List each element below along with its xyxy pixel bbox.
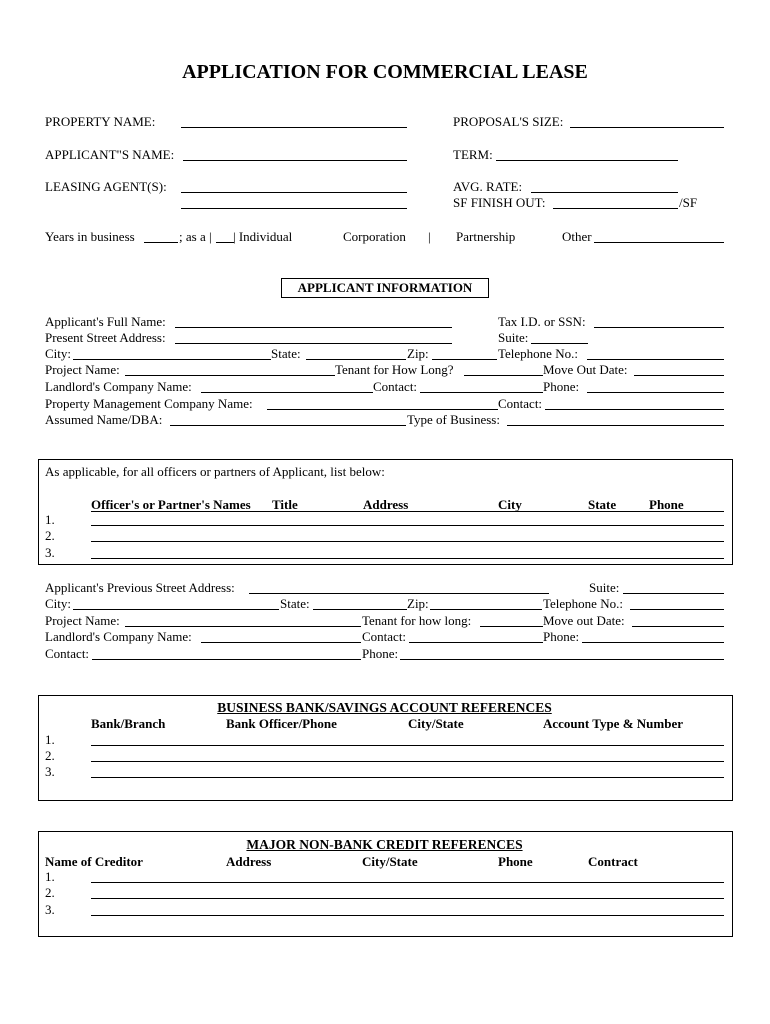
- officers-col-address: Address: [363, 497, 409, 512]
- credit-heading: MAJOR NON-BANK CREDIT REFERENCES: [246, 837, 523, 852]
- credit-row-field[interactable]: [91, 882, 724, 883]
- officers-row-field[interactable]: [91, 525, 724, 526]
- prev-suite-label: Suite:: [589, 580, 620, 595]
- project-name-label: Project Name:: [45, 362, 120, 377]
- credit-row-field[interactable]: [91, 898, 724, 899]
- other-field[interactable]: [594, 242, 724, 243]
- type-business-field[interactable]: [507, 425, 724, 426]
- bank-row-num: 1.: [45, 732, 55, 747]
- move-out-label: Move Out Date:: [543, 362, 628, 377]
- prev-state-label: State:: [280, 596, 310, 611]
- officers-col-city: City: [498, 497, 522, 512]
- prev-address-label: Applicant's Previous Street Address:: [45, 580, 235, 595]
- tax-id-label: Tax I.D. or SSN:: [498, 314, 586, 329]
- property-name-field[interactable]: [181, 127, 407, 128]
- sf-suffix: /SF: [679, 195, 698, 210]
- city-label: City:: [45, 346, 72, 361]
- officers-row-field[interactable]: [91, 558, 724, 559]
- prev-zip-field[interactable]: [430, 609, 542, 610]
- tenant-how-long-label: Tenant for How Long?: [335, 362, 454, 377]
- prev-phone2-label: Phone:: [362, 646, 399, 661]
- bank-col-account: Account Type & Number: [543, 716, 683, 731]
- officers-col-state: State: [588, 497, 617, 512]
- prev-phone2-field[interactable]: [400, 659, 724, 660]
- years-in-business-field[interactable]: [144, 242, 178, 243]
- bank-heading: BUSINESS BANK/SAVINGS ACCOUNT REFERENCES: [217, 700, 552, 715]
- phone-field[interactable]: [587, 392, 724, 393]
- landlord-company-field[interactable]: [201, 392, 373, 393]
- partnership-label: Partnership: [456, 229, 516, 244]
- credit-col-citystate: City/State: [362, 854, 418, 869]
- officers-intro: As applicable, for all officers or partners of Applicant, list below:: [45, 464, 385, 479]
- prop-mgmt-contact-field[interactable]: [545, 409, 724, 410]
- telephone-field[interactable]: [587, 359, 724, 360]
- proposal-size-label: PROPOSAL'S SIZE:: [453, 114, 564, 129]
- applicant-name-field[interactable]: [183, 160, 407, 161]
- other-label: Other: [562, 229, 592, 244]
- zip-label: Zip:: [407, 346, 429, 361]
- present-address-field[interactable]: [175, 343, 452, 344]
- prev-move-out-field[interactable]: [632, 626, 724, 627]
- suite-label: Suite:: [498, 330, 529, 345]
- full-name-field[interactable]: [175, 327, 452, 328]
- telephone-label: Telephone No.:: [498, 346, 578, 361]
- officers-row-num: 1.: [45, 512, 55, 527]
- officers-row-num: 3.: [45, 545, 55, 560]
- prev-contact-label: Contact:: [362, 629, 407, 644]
- avg-rate-field[interactable]: [531, 192, 678, 193]
- credit-col-phone: Phone: [498, 854, 533, 869]
- bank-row-num: 3.: [45, 764, 55, 779]
- officers-row-field[interactable]: [91, 541, 724, 542]
- term-label: TERM:: [453, 147, 493, 162]
- leasing-agent-field-1[interactable]: [181, 192, 407, 193]
- state-label: State:: [271, 346, 301, 361]
- property-name-label: PROPERTY NAME:: [45, 114, 156, 129]
- prev-city-field[interactable]: [73, 609, 279, 610]
- proposal-size-field[interactable]: [570, 127, 724, 128]
- sf-finish-out-field[interactable]: [553, 208, 678, 209]
- prop-mgmt-field[interactable]: [267, 409, 498, 410]
- full-name-label: Applicant's Full Name:: [45, 314, 166, 329]
- prev-move-out-label: Move out Date:: [543, 613, 625, 628]
- page-title: APPLICATION FOR COMMERCIAL LEASE: [182, 61, 588, 83]
- credit-row-field[interactable]: [91, 915, 724, 916]
- prev-tenant-field[interactable]: [480, 626, 543, 627]
- corporation-checkbox[interactable]: |: [428, 229, 431, 244]
- move-out-field[interactable]: [634, 375, 724, 376]
- years-in-business-label: Years in business: [45, 229, 135, 244]
- credit-col-name: Name of Creditor: [45, 854, 143, 869]
- officers-row-num: 2.: [45, 528, 55, 543]
- contact-field[interactable]: [420, 392, 543, 393]
- contact-label: Contact:: [373, 379, 418, 394]
- bank-row-field[interactable]: [91, 761, 724, 762]
- project-name-field[interactable]: [125, 375, 335, 376]
- prev-tenant-label: Tenant for how long:: [362, 613, 472, 628]
- credit-row-num: 3.: [45, 902, 55, 917]
- term-field[interactable]: [496, 160, 678, 161]
- bank-col-officer: Bank Officer/Phone: [226, 716, 337, 731]
- prev-project-label: Project Name:: [45, 613, 120, 628]
- prev-contact2-field[interactable]: [92, 659, 361, 660]
- corporation-label: Corporation: [343, 229, 406, 244]
- officers-col-names: Officer's or Partner's Names: [91, 497, 251, 512]
- zip-field[interactable]: [432, 359, 497, 360]
- credit-col-contract: Contract: [588, 854, 638, 869]
- sf-finish-out-label: SF FINISH OUT:: [453, 195, 546, 210]
- prev-project-field[interactable]: [125, 626, 361, 627]
- leasing-agent-field-2[interactable]: [181, 208, 407, 209]
- assumed-name-label: Assumed Name/DBA:: [45, 412, 163, 427]
- prev-contact-field[interactable]: [409, 642, 543, 643]
- prev-telephone-field[interactable]: [630, 609, 724, 610]
- bank-row-num: 2.: [45, 748, 55, 763]
- as-a-label: ; as a |: [179, 229, 212, 244]
- prev-landlord-label: Landlord's Company Name:: [45, 629, 192, 644]
- phone-label: Phone:: [543, 379, 580, 394]
- credit-row-num: 1.: [45, 869, 55, 884]
- prev-suite-field[interactable]: [623, 593, 724, 594]
- applicant-name-label: APPLICANT"S NAME:: [45, 147, 175, 162]
- prev-phone-field[interactable]: [582, 642, 724, 643]
- credit-row-num: 2.: [45, 885, 55, 900]
- bank-row-field[interactable]: [91, 777, 724, 778]
- city-field[interactable]: [73, 359, 271, 360]
- prev-city-label: City:: [45, 596, 72, 611]
- individual-label: | Individual: [233, 229, 293, 244]
- prev-zip-label: Zip:: [407, 596, 429, 611]
- officers-col-phone: Phone: [649, 497, 684, 512]
- tax-id-field[interactable]: [594, 327, 724, 328]
- assumed-name-field[interactable]: [170, 425, 406, 426]
- prev-contact2-label: Contact:: [45, 646, 90, 661]
- officers-col-title: Title: [272, 497, 298, 512]
- bank-col-citystate: City/State: [408, 716, 464, 731]
- officers-header-rule: [91, 511, 724, 512]
- suite-field[interactable]: [531, 343, 588, 344]
- type-business-label: Type of Business:: [407, 412, 500, 427]
- applicant-info-heading: APPLICANT INFORMATION: [281, 278, 489, 298]
- credit-col-address: Address: [226, 854, 272, 869]
- individual-checkbox[interactable]: [216, 242, 234, 243]
- prev-phone-label: Phone:: [543, 629, 580, 644]
- avg-rate-label: AVG. RATE:: [453, 179, 523, 194]
- present-address-label: Present Street Address:: [45, 330, 166, 345]
- prev-state-field[interactable]: [313, 609, 407, 610]
- state-field[interactable]: [306, 359, 406, 360]
- tenant-how-long-field[interactable]: [464, 375, 543, 376]
- prop-mgmt-contact-label: Contact:: [498, 396, 543, 411]
- prev-landlord-field[interactable]: [201, 642, 361, 643]
- prop-mgmt-label: Property Management Company Name:: [45, 396, 253, 411]
- prev-address-field[interactable]: [249, 593, 549, 594]
- landlord-company-label: Landlord's Company Name:: [45, 379, 192, 394]
- bank-row-field[interactable]: [91, 745, 724, 746]
- leasing-agents-label: LEASING AGENT(S):: [45, 179, 167, 194]
- prev-telephone-label: Telephone No.:: [543, 596, 623, 611]
- bank-col-branch: Bank/Branch: [91, 716, 166, 731]
